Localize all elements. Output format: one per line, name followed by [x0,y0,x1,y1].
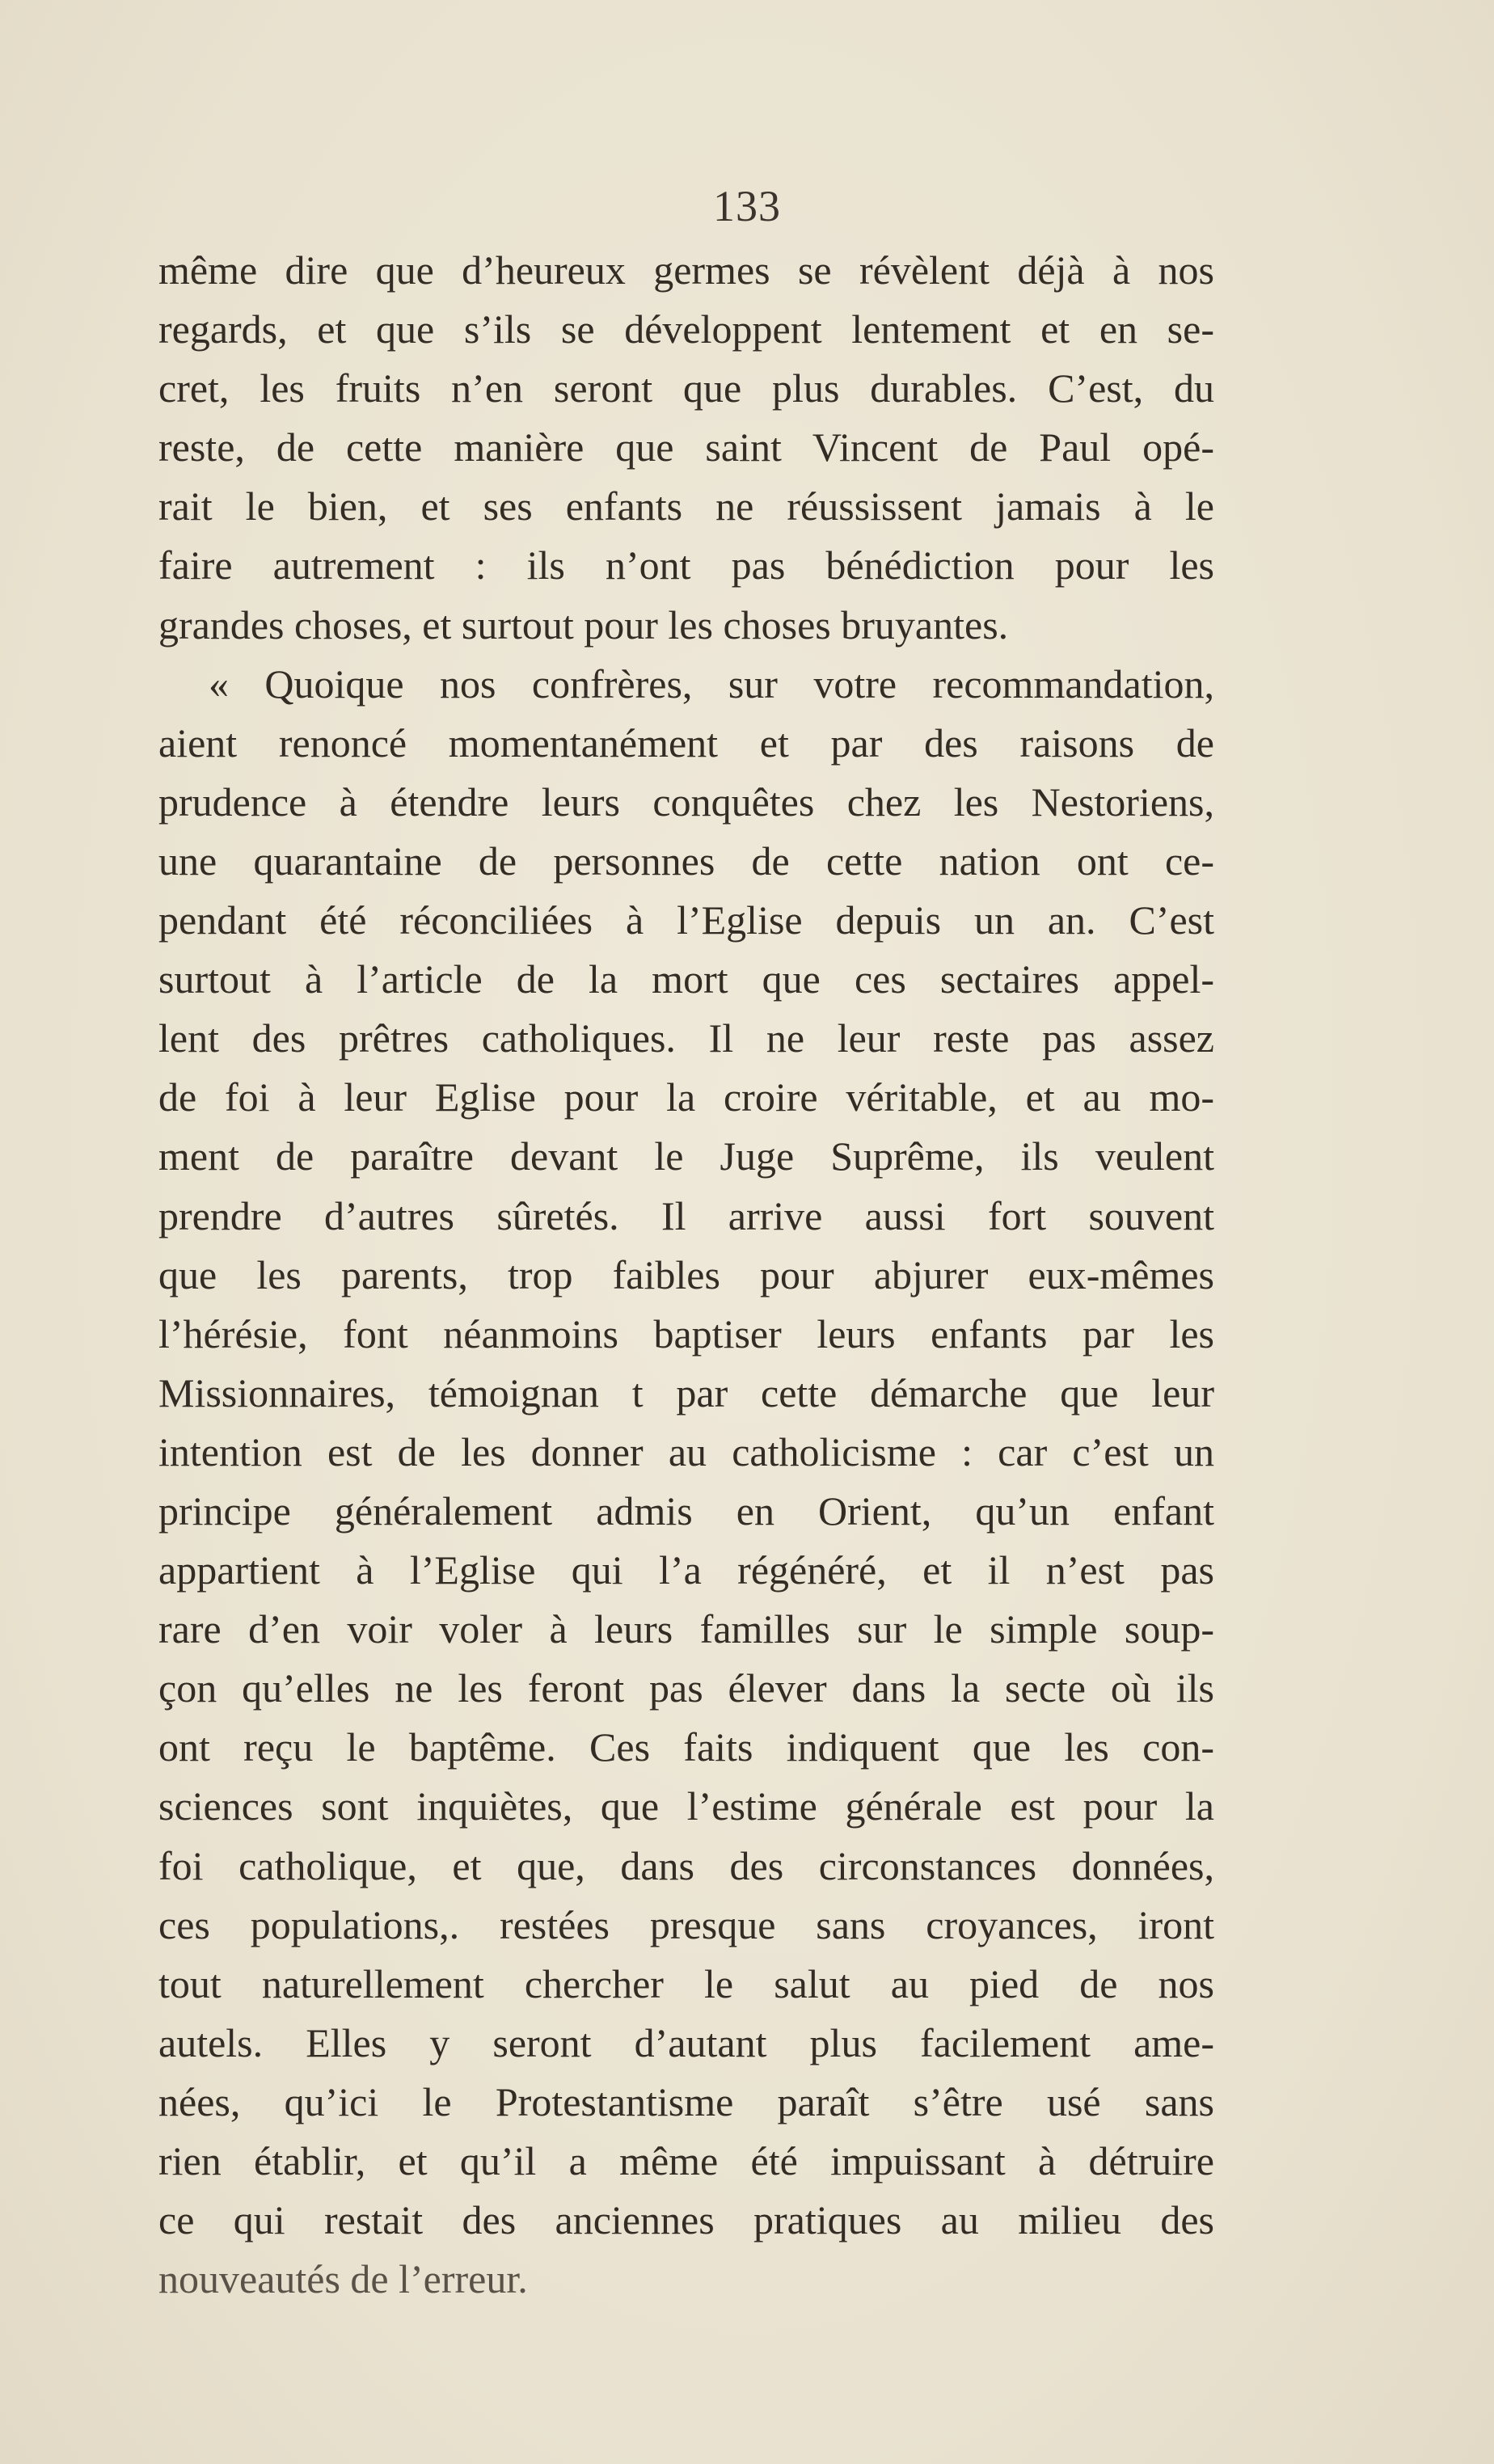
text-line: même dire que d’heureux germes se révèlent déjà à nos [158,247,1214,293]
text-line: une quarantaine de personnes de cette nation ont ce- [158,838,1214,884]
text-line: reste, de cette manière que saint Vincent de Paul opé- [158,424,1214,470]
text-line: Missionnaires, témoignan t par cette démarche que leur [158,1369,1214,1416]
text-line: aient renoncé momentanément et par des raisons de [158,719,1214,766]
text-line: nées, qu’ici le Protestantisme paraît s’être usé sans [158,2078,1214,2124]
text-line: de foi à leur Eglise pour la croire véritable, et au mo- [158,1074,1214,1120]
text-line: ce qui restait des anciennes pratiques au milieu des [158,2197,1214,2243]
text-line: que les parents, trop faibles pour abjurer eux-mêmes [158,1251,1214,1297]
page-number: 133 [713,182,781,230]
text-line: lent des prêtres catholiques. Il ne leur reste pas assez [158,1015,1214,1061]
text-line: prudence à étendre leurs conquêtes chez les Nestoriens, [158,778,1214,825]
text-line: rien établir, et qu’il a même été impuissant à détruire [158,2138,1214,2183]
text-line: surtout à l’article de la mort que ces sectaires appel- [158,956,1214,1002]
text-line: rait le bien, et ses enfants ne réussissent jamais à le [158,483,1214,530]
paragraph-start: « Quoique nos confrères, sur votre recommandation, [209,660,1214,707]
text-line: ont reçu le baptême. Ces faits indiquent que les con- [158,1724,1214,1770]
text-line: appartient à l’Eglise qui l’a régénéré, et il n’est pas [158,1547,1214,1593]
text-line: pendant été réconciliées à l’Eglise depuis un an. C’est [158,897,1214,943]
text-line: faire autrement : ils n’ont pas bénédiction pour les [158,542,1214,589]
text-line: çon qu’elles ne les feront pas élever dans la secte où ils [158,1665,1214,1711]
text-line: rare d’en voir voler à leurs familles sur le simple soup- [158,1606,1214,1652]
text-line: cret, les fruits n’en seront que plus durables. C’est, du [158,365,1214,411]
text-line: l’hérésie, font néanmoins baptiser leurs enfants par les [158,1310,1214,1356]
text-line: principe généralement admis en Orient, qu’un enfant [158,1487,1214,1534]
text-line: nouveautés de l’erreur. [158,2256,528,2302]
text-line: regards, et que s’ils se développent lentement et en se- [158,306,1214,352]
text-line: foi catholique, et que, dans des circonstances données, [158,1842,1214,1888]
text-line: tout naturellement chercher le salut au pied de nos [158,1960,1214,2006]
text-line: sciences sont inquiètes, que l’estime générale est pour la [158,1783,1214,1829]
text-line: ment de paraître devant le Juge Suprême, ils veulent [158,1133,1214,1179]
body-text [158,241,1214,2309]
text-line: autels. Elles y seront d’autant plus facilement ame- [158,2019,1214,2065]
text-line: intention est de les donner au catholicisme : car c’est un [158,1428,1214,1475]
text-line: prendre d’autres sûretés. Il arrive aussi fort souvent [158,1192,1214,1238]
text-line: ces populations,. restées presque sans croyances, iront [158,1901,1214,1947]
text-line: grandes choses, et surtout pour les choses bruyantes. [158,601,1009,648]
